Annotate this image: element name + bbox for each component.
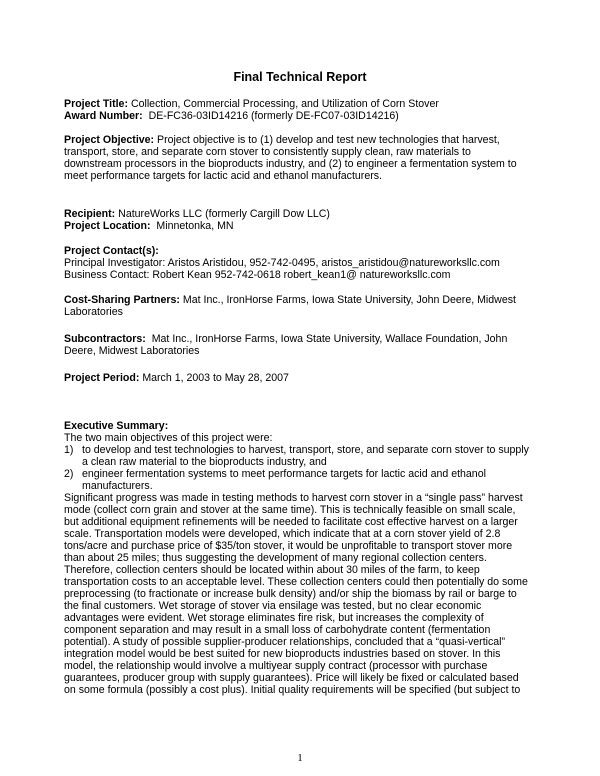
- summary-label: Executive Summary:: [64, 420, 169, 432]
- objective-line: meet performance targets for lactic acid and ethanol manufacturers.: [64, 170, 382, 182]
- objective-line: downstream processors in the bioproducts industry, and (2) to engineer a fermentation system to: [64, 158, 517, 170]
- page-number: 1: [297, 752, 303, 764]
- contact-line: Principal Investigator: Aristos Aristidou, 952-742-0495, aristos_aristidou@natureworksllc.com: [64, 257, 500, 269]
- list-item: [64, 444, 539, 468]
- summary-line: but additional equipment refinements will be needed to facilitate cost effective harvest on a larger: [64, 516, 518, 528]
- summary-line: tons/acre and purchase price of $35/ton stover, it would be unprofitable to transport stover more: [64, 540, 513, 552]
- subcontractors-value-cont: Deere, Midwest Laboratories: [64, 345, 200, 357]
- report-title: Final Technical Report: [233, 70, 367, 84]
- recipient-value: NatureWorks LLC (formerly Cargill Dow LLC): [118, 208, 330, 220]
- period-value: March 1, 2003 to May 28, 2007: [142, 372, 289, 384]
- recipient-label: Recipient:: [64, 208, 116, 220]
- summary-line: transportation costs to an acceptable level. These collection centers could then potentially do some: [64, 576, 528, 588]
- project-objective: [64, 134, 539, 182]
- project-title-value: Collection, Commercial Processing, and Utilization of Corn Stover: [130, 98, 439, 110]
- list-item: [64, 468, 539, 492]
- objective-line: transport, store, and separate corn stover to consistently supply clean, raw materials to: [64, 146, 471, 158]
- summary-line: preprocessing (to fractionate or increase bulk density) and/or ship the biomass by rail or barge to: [64, 588, 517, 600]
- list-item-line: to develop and test technologies to harvest, transport, store, and separate corn stover to supply: [82, 444, 529, 456]
- summary-line: component separation and may result in a small loss of carbohydrate content (fermentation: [64, 624, 491, 636]
- cost-sharing-value: Mat Inc., IronHorse Farms, Iowa State University, John Deere, Midwest: [182, 294, 516, 306]
- summary-line: Significant progress was made in testing methods to harvest corn stover in a “single pass” harvest: [64, 492, 523, 504]
- list-item-number: 2): [64, 468, 74, 480]
- summary-objectives-list: [64, 444, 539, 492]
- summary-line: integration model would be best suited for new bioproducts industries based on stover. In this: [64, 648, 501, 660]
- summary-line: on some formula (possibly a cost plus). Initial quality requirements will be specified (but subject to: [64, 684, 521, 696]
- recipient-block: [64, 208, 539, 232]
- period-label: Project Period:: [64, 372, 140, 384]
- subcontractors-value: Mat Inc., IronHorse Farms, Iowa State University, Wallace Foundation, John: [151, 333, 508, 345]
- objective-label: Project Objective:: [64, 134, 155, 146]
- summary-body: [64, 492, 539, 696]
- list-item-line: engineer fermentation systems to meet performance targets for lactic acid and ethanol: [82, 468, 486, 480]
- summary-line: Therefore, collection centers should be located within about 30 miles of the farm, to keep: [64, 564, 480, 576]
- summary-line: the final customers. Wet storage of stover via ensilage was tested, but no clear economic: [64, 600, 482, 612]
- project-title-label: Project Title:: [64, 98, 128, 110]
- cost-sharing-label: Cost-Sharing Partners:: [64, 294, 180, 306]
- summary-line: model, the relationship would involve a multiyear supply contract (processor with purchase: [64, 660, 488, 672]
- list-item-line: a clean raw material to the bioproducts industry, and: [82, 456, 327, 468]
- contacts-label: Project Contact(s):: [64, 245, 159, 257]
- summary-line: advantages were evident. Wet storage eliminates fire risk, but increases the complexity of: [64, 612, 484, 624]
- objective-line: Project objective is to (1) develop and test new technologies that harvest,: [157, 134, 500, 146]
- award-number-value: DE-FC36-03ID14216 (formerly DE-FC07-03ID14216): [148, 110, 399, 122]
- list-item-line: manufacturers.: [82, 480, 153, 492]
- project-period: [64, 372, 539, 384]
- project-contacts: [64, 245, 539, 281]
- subcontractors-label: Subcontractors:: [64, 333, 146, 345]
- cost-sharing-value-cont: Laboratories: [64, 306, 123, 318]
- contact-line: Business Contact: Robert Kean 952-742-0618 robert_kean1@ natureworksllc.com: [64, 269, 451, 281]
- summary-line: scale. Transportation models were developed, which indicate that at a corn stover yield of 2.8: [64, 528, 501, 540]
- list-item-number: 1): [64, 444, 74, 456]
- summary-intro: The two main objectives of this project were:: [64, 432, 273, 444]
- summary-line: mode (collect corn grain and stover at the same time). This is technically feasible on small scale,: [64, 504, 516, 516]
- project-info-block: [64, 98, 539, 122]
- subcontractors: [64, 333, 539, 357]
- summary-line: than about 25 miles; thus suggesting the development of many regional collection centers.: [64, 552, 487, 564]
- award-number-label: Award Number:: [64, 110, 143, 122]
- location-label: Project Location:: [64, 220, 151, 232]
- summary-line: guarantees, producer group with supply guarantees). Price will likely be fixed or calculated based: [64, 672, 519, 684]
- summary-line: potential). A study of possible supplier-producer relationships, concluded that a “quasi-vertical”: [64, 636, 506, 648]
- executive-summary: [64, 420, 539, 696]
- cost-sharing-partners: [64, 294, 539, 318]
- location-value: Minnetonka, MN: [156, 220, 234, 232]
